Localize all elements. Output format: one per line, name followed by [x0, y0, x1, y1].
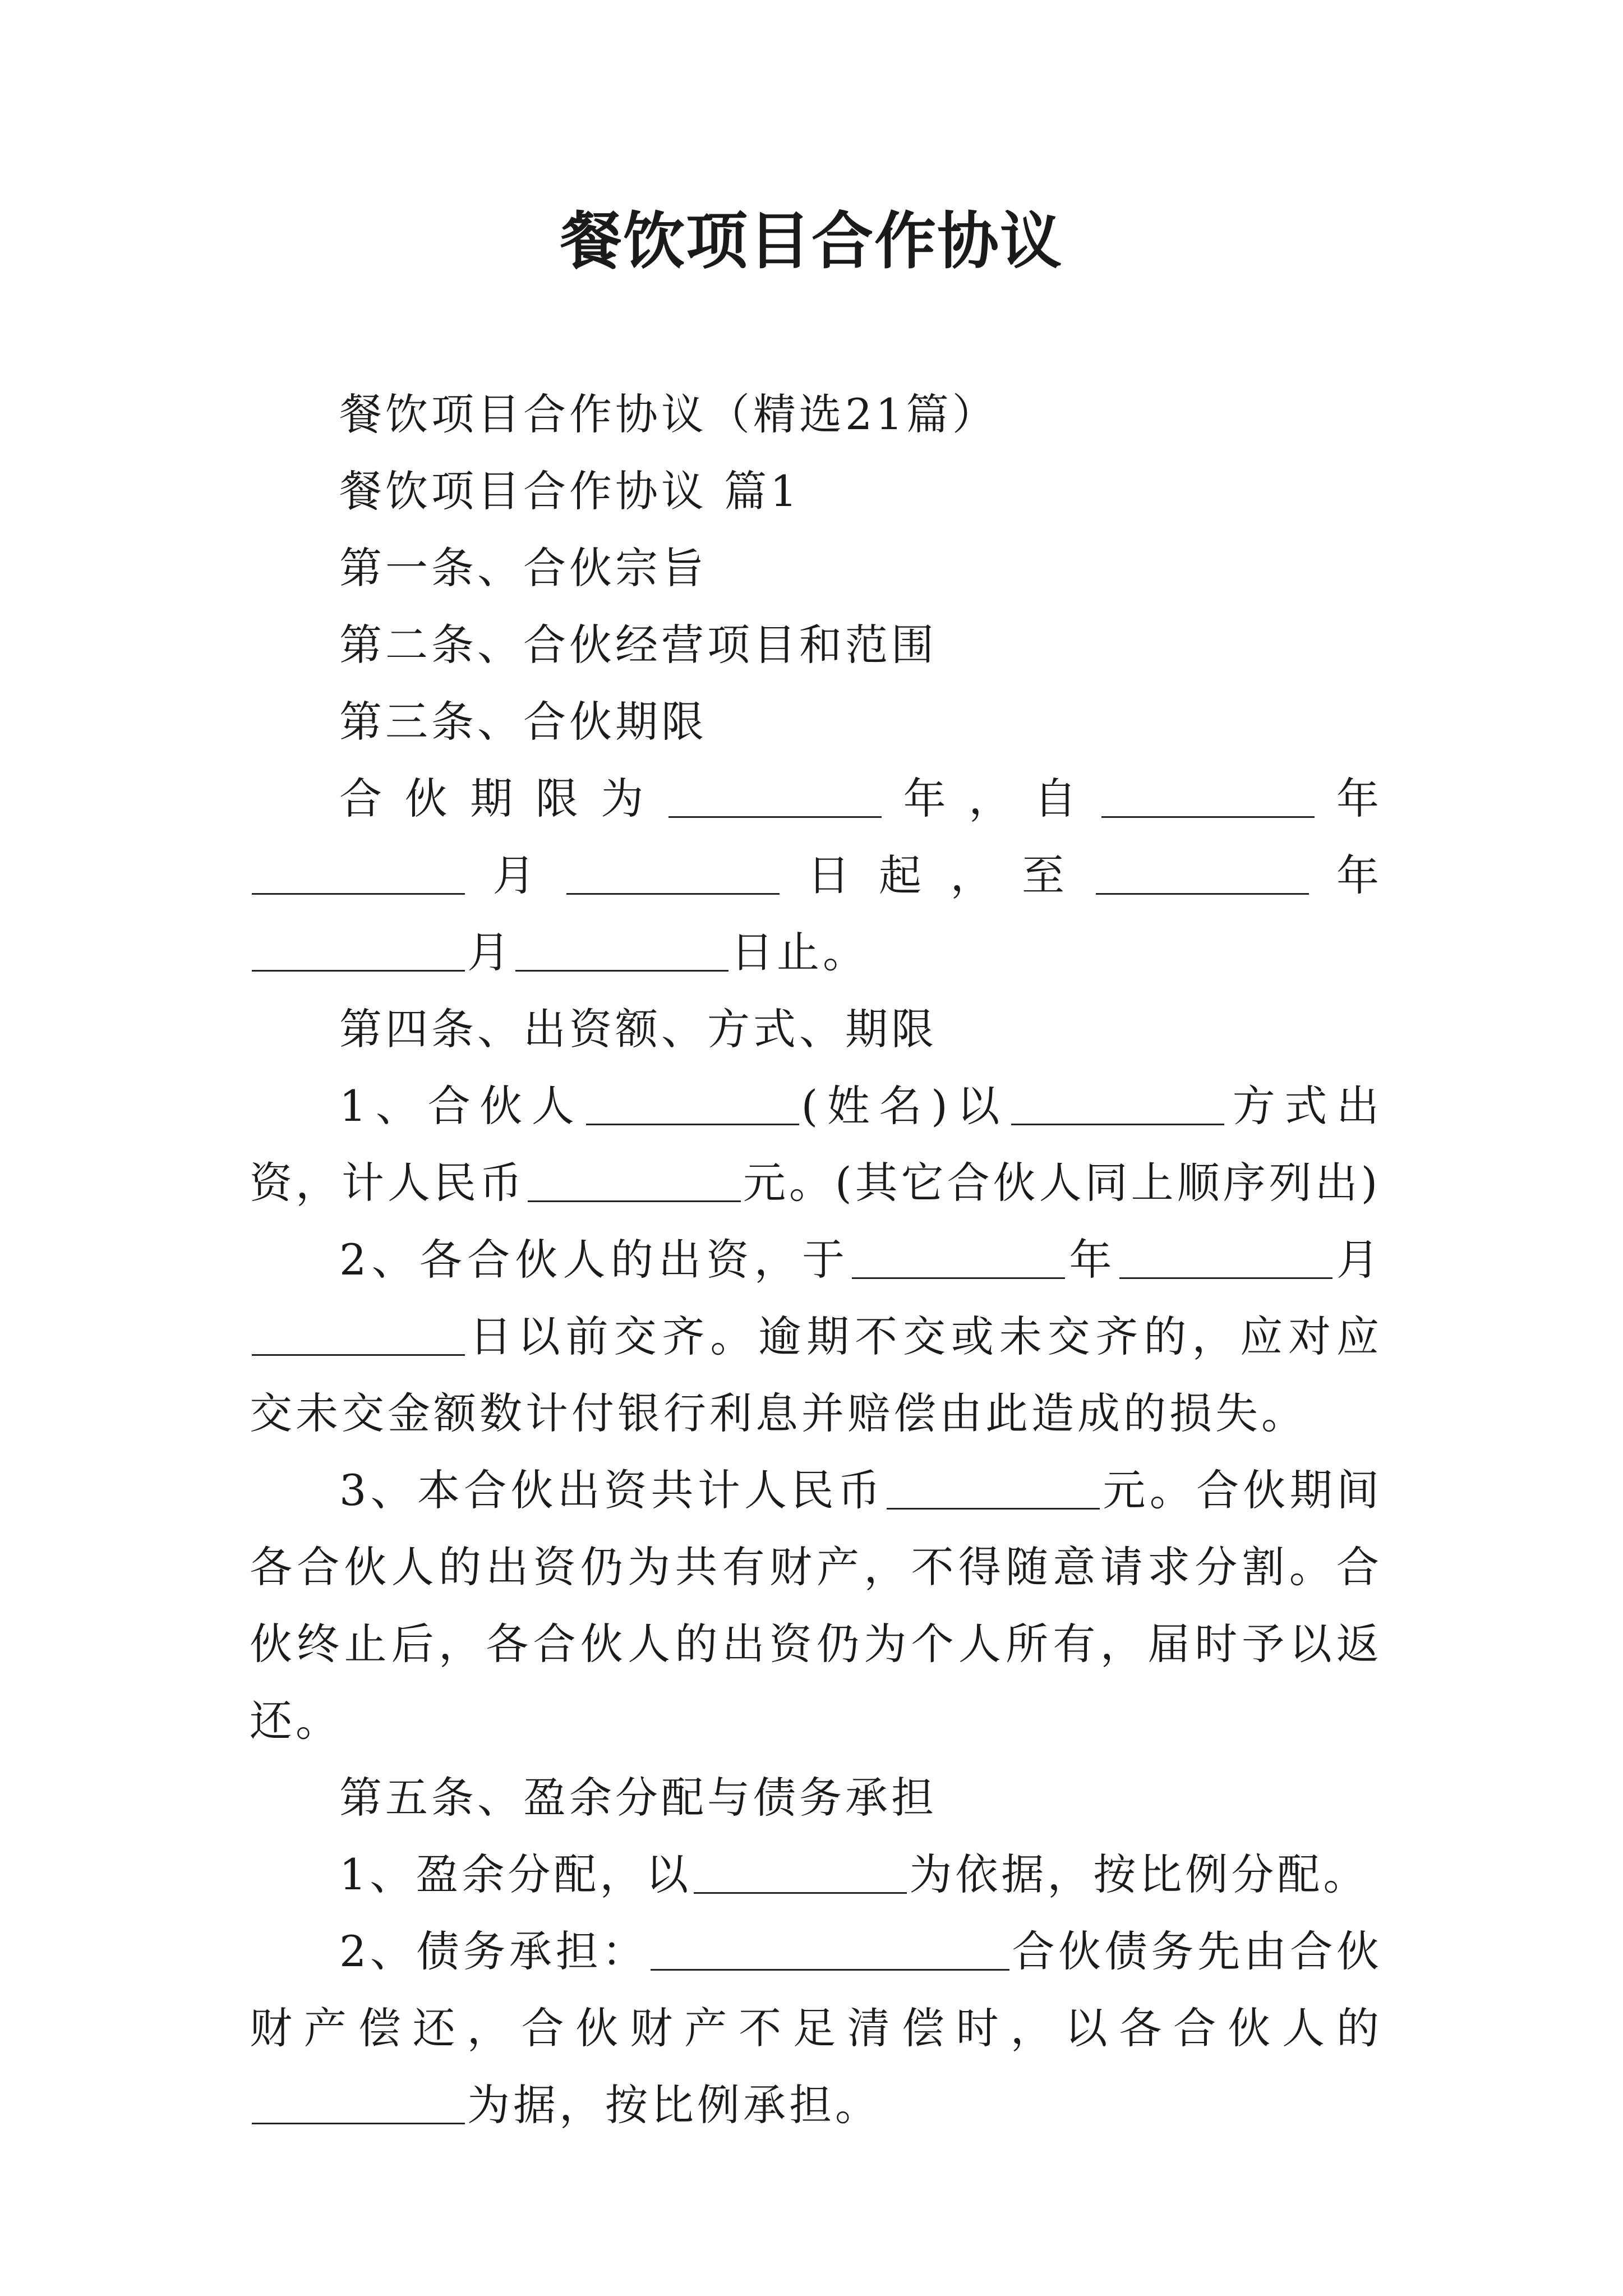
investment-clause-3: 3、本合伙出资共计人民币 元。合伙期间各合伙人的出资仍为共有财产，不得随意请求分割。合伙终止后，各合伙人的出资仍为个人所有，届时予以返还。	[250, 1465, 1383, 1746]
article-heading-4: 第四条、出资额、方式、期限	[339, 1004, 937, 1054]
document-title: 餐饮项目合作协议	[560, 205, 1063, 277]
fill-blank	[651, 1968, 1009, 1971]
fill-blank	[1096, 892, 1309, 895]
article-heading-2: 第二条、合伙经营项目和范围	[339, 620, 937, 670]
fill-blank	[694, 1891, 907, 1894]
document-body	[250, 376, 1382, 2143]
fill-blank	[668, 815, 882, 818]
term-paragraph: 合伙期限为 年，自 年月 日起，至 年月 日止。	[250, 760, 1382, 991]
fill-blank	[252, 2122, 465, 2124]
fill-blank	[252, 1353, 465, 1356]
fill-blank	[852, 1276, 1065, 1279]
fill-blank	[252, 892, 465, 895]
fill-blank	[528, 1199, 741, 1202]
fill-blank	[887, 1507, 1100, 1510]
fill-blank	[566, 892, 780, 895]
article-heading-5: 第五条、盈余分配与债务承担	[339, 1773, 937, 1823]
article-heading-3: 第三条、合伙期限	[339, 697, 707, 747]
article-heading-1: 第一条、合伙宗旨	[339, 543, 707, 593]
fill-blank	[252, 969, 465, 972]
debt-clause-2: 2、债务承担： 合伙债务先由合伙财产偿还，合伙财产不足清偿时，以各合伙人的为据，按比例承担。	[250, 1926, 1383, 2130]
fill-blank	[1101, 815, 1315, 818]
fill-blank	[1119, 1276, 1332, 1279]
section-heading: 餐饮项目合作协议 篇1	[339, 466, 801, 516]
fill-blank	[515, 969, 728, 972]
investment-clause-1: 1、合伙人 (姓名)以 方式出资，计人民币 元。(其它合伙人同上顺序列出)	[250, 1081, 1382, 1208]
profit-clause-1: 1、盈余分配，以 为依据，按比例分配。	[339, 1849, 1370, 1899]
subtitle-line: 餐饮项目合作协议（精选21篇）	[339, 389, 998, 439]
fill-blank	[586, 1122, 799, 1125]
fill-blank	[1011, 1122, 1224, 1125]
investment-clause-2: 2、各合伙人的出资，于 年 月日以前交齐。逾期不交或未交齐的，应对应交未交金额数计付银行利息并赔偿由此造成的损失。	[250, 1235, 1383, 1438]
